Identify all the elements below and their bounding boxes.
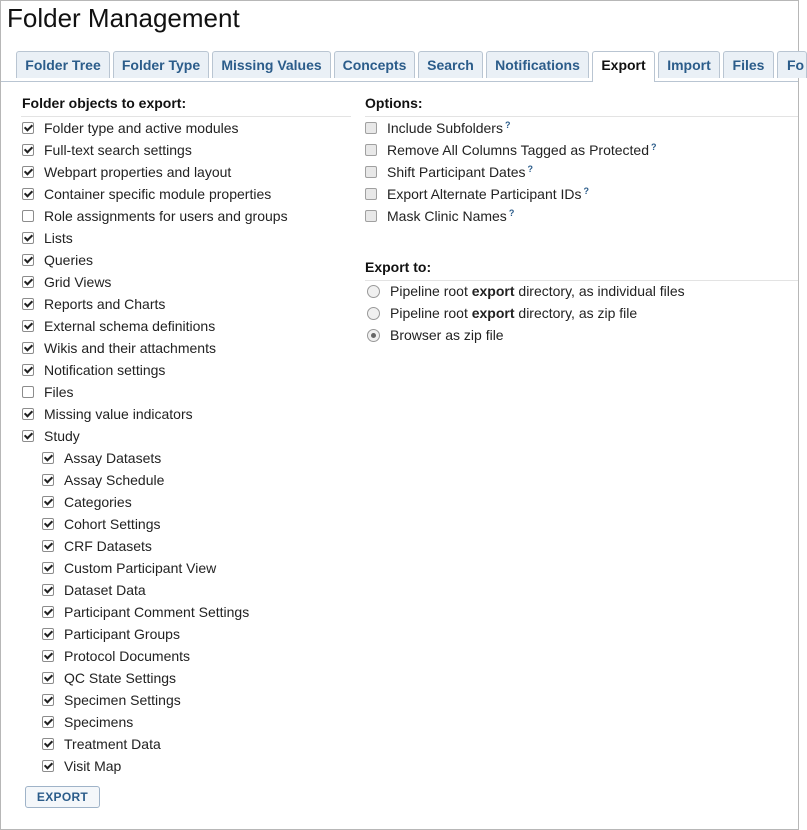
help-icon[interactable]: ?: [504, 120, 511, 130]
radio-label-bold: export: [471, 305, 515, 321]
checkbox-shift-participant-dates[interactable]: [365, 166, 377, 178]
checkbox-label: CRF Datasets: [64, 538, 152, 554]
checkbox-lists[interactable]: [22, 232, 34, 244]
checkbox-specimens[interactable]: [42, 716, 54, 728]
option-row-participant-comment-settings[interactable]: [42, 601, 249, 623]
checkbox-protocol-documents[interactable]: [42, 650, 54, 662]
checkbox-label: Notification settings: [44, 362, 166, 378]
checkbox-label: Webpart properties and layout: [44, 164, 232, 180]
option-row-cohort-settings[interactable]: [42, 513, 161, 535]
radio-label: [390, 305, 637, 321]
checkbox-label: Dataset Data: [64, 582, 146, 598]
checkbox-label: Wikis and their attachments: [44, 340, 216, 356]
option-row-webpart-properties-and-layout[interactable]: [22, 161, 231, 183]
option-row-mask-clinic-names[interactable]: [365, 205, 514, 227]
option-row-remove-all-columns-tagged-as-protected[interactable]: [365, 139, 657, 161]
radio-label-suffix: directory, as zip file: [514, 305, 638, 321]
option-row-crf-datasets[interactable]: [42, 535, 152, 557]
option-row-assay-schedule[interactable]: [42, 469, 164, 491]
option-row-participant-groups[interactable]: [42, 623, 180, 645]
checkbox-label: Lists: [44, 230, 73, 246]
checkbox-remove-all-columns-tagged-as-protected[interactable]: [365, 144, 377, 156]
tab-files[interactable]: Files: [723, 51, 774, 78]
export-destination-option[interactable]: [367, 280, 685, 302]
checkbox-label: Remove All Columns Tagged as Protected: [387, 142, 649, 158]
checkbox-cohort-settings[interactable]: [42, 518, 54, 530]
checkbox-label: Container specific module properties: [44, 186, 272, 202]
checkbox-dataset-data[interactable]: [42, 584, 54, 596]
option-row-specimen-settings[interactable]: [42, 689, 181, 711]
checkbox-label: Full-text search settings: [44, 142, 192, 158]
checkbox-study[interactable]: [22, 430, 34, 442]
checkbox-label: Categories: [64, 494, 132, 510]
checkbox-label: Participant Groups: [64, 626, 180, 642]
option-row-lists[interactable]: [22, 227, 73, 249]
checkbox-label: Assay Schedule: [64, 472, 165, 488]
checkbox-queries[interactable]: [22, 254, 34, 266]
option-row-missing-value-indicators[interactable]: [22, 403, 193, 425]
tab-concepts[interactable]: Concepts: [334, 51, 415, 78]
export-destination-option[interactable]: [367, 324, 504, 346]
checkbox-label: Study: [44, 428, 80, 444]
option-row-container-specific-module-properties[interactable]: [22, 183, 271, 205]
checkbox-label: Shift Participant Dates: [387, 164, 526, 180]
option-row-include-subfolders[interactable]: [365, 117, 510, 139]
option-row-visit-map[interactable]: [42, 755, 121, 777]
export-button[interactable]: EXPORT: [25, 786, 100, 808]
tab-folder-overflow[interactable]: Fo: [777, 51, 807, 78]
option-row-assay-datasets[interactable]: [42, 447, 161, 469]
checkbox-full-text-search-settings[interactable]: [22, 144, 34, 156]
radio-label-prefix: Pipeline root: [390, 283, 472, 299]
checkbox-files[interactable]: [22, 386, 34, 398]
checkbox-assay-schedule[interactable]: [42, 474, 54, 486]
option-row-files[interactable]: [22, 381, 74, 403]
checkbox-label: Include Subfolders: [387, 120, 503, 136]
checkbox-label: Visit Map: [64, 758, 122, 774]
option-row-folder-type-and-active-modules[interactable]: [22, 117, 239, 139]
export-destination-option[interactable]: [367, 302, 637, 324]
help-icon[interactable]: ?: [527, 164, 534, 174]
checkbox-label: Grid Views: [44, 274, 112, 290]
radio-label: [390, 283, 685, 299]
checkbox-label: Folder type and active modules: [44, 120, 239, 136]
option-row-role-assignments-for-users-and-groups[interactable]: [22, 205, 288, 227]
radio-label-prefix: Pipeline root: [390, 305, 472, 321]
checkbox-grid-views[interactable]: [22, 276, 34, 288]
radio-button[interactable]: [367, 329, 380, 342]
option-row-notification-settings[interactable]: [22, 359, 165, 381]
radio-label-prefix: Browser as zip file: [390, 327, 504, 343]
page-title: Folder Management: [7, 3, 240, 33]
radio-label-bold: export: [471, 283, 515, 299]
checkbox-label: Reports and Charts: [44, 296, 166, 312]
option-row-export-alternate-participant-ids[interactable]: [365, 183, 589, 205]
tab-folder-type[interactable]: Folder Type: [113, 51, 209, 78]
help-icon[interactable]: ?: [583, 186, 590, 196]
radio-label-suffix: directory, as individual files: [514, 283, 685, 299]
checkbox-participant-comment-settings[interactable]: [42, 606, 54, 618]
option-row-dataset-data[interactable]: [42, 579, 146, 601]
option-row-specimens[interactable]: [42, 711, 133, 733]
checkbox-label: Specimens: [64, 714, 134, 730]
tab-import[interactable]: Import: [658, 51, 720, 78]
checkbox-label: Files: [44, 384, 74, 400]
option-row-protocol-documents[interactable]: [42, 645, 190, 667]
checkbox-participant-groups[interactable]: [42, 628, 54, 640]
option-row-wikis-and-their-attachments[interactable]: [22, 337, 216, 359]
checkbox-label: Mask Clinic Names: [387, 208, 507, 224]
checkbox-categories[interactable]: [42, 496, 54, 508]
checkbox-label: Custom Participant View: [64, 560, 217, 576]
option-row-reports-and-charts[interactable]: [22, 293, 165, 315]
tab-folder-tree[interactable]: Folder Tree: [16, 51, 110, 78]
checkbox-visit-map[interactable]: [42, 760, 54, 772]
checkbox-external-schema-definitions[interactable]: [22, 320, 34, 332]
checkbox-label: Queries: [44, 252, 94, 268]
checkbox-assay-datasets[interactable]: [42, 452, 54, 464]
checkbox-label: Role assignments for users and groups: [44, 208, 288, 224]
checkbox-label: Protocol Documents: [64, 648, 191, 664]
checkbox-label: Assay Datasets: [64, 450, 162, 466]
checkbox-missing-value-indicators[interactable]: [22, 408, 34, 420]
checkbox-webpart-properties-and-layout[interactable]: [22, 166, 34, 178]
tab-export[interactable]: Export: [592, 51, 655, 82]
checkbox-reports-and-charts[interactable]: [22, 298, 34, 310]
checkbox-label: Treatment Data: [64, 736, 161, 752]
option-row-shift-participant-dates[interactable]: [365, 161, 533, 183]
option-row-categories[interactable]: [42, 491, 132, 513]
tab-notifications[interactable]: Notifications: [486, 51, 589, 78]
checkbox-mask-clinic-names[interactable]: [365, 210, 377, 222]
checkbox-label: Missing value indicators: [44, 406, 193, 422]
checkbox-role-assignments-for-users-and-groups[interactable]: [22, 210, 34, 222]
checkbox-specimen-settings[interactable]: [42, 694, 54, 706]
radio-button[interactable]: [367, 307, 380, 320]
option-row-external-schema-definitions[interactable]: [22, 315, 215, 337]
export-to-section-title: Export to:: [365, 259, 432, 275]
checkbox-container-specific-module-properties[interactable]: [22, 188, 34, 200]
option-row-full-text-search-settings[interactable]: [22, 139, 192, 161]
checkbox-label: Cohort Settings: [64, 516, 161, 532]
help-icon[interactable]: ?: [651, 142, 657, 152]
checkbox-include-subfolders[interactable]: [365, 122, 377, 134]
checkbox-label: External schema definitions: [44, 318, 216, 334]
checkbox-label: Export Alternate Participant IDs: [387, 186, 582, 202]
options-section-title: Options:: [365, 95, 423, 111]
checkbox-folder-type-and-active-modules[interactable]: [22, 122, 34, 134]
option-row-custom-participant-view[interactable]: [42, 557, 216, 579]
checkbox-treatment-data[interactable]: [42, 738, 54, 750]
option-row-grid-views[interactable]: [22, 271, 111, 293]
checkbox-export-alternate-participant-ids[interactable]: [365, 188, 377, 200]
tab-bar: [1, 51, 805, 82]
checkbox-qc-state-settings[interactable]: [42, 672, 54, 684]
radio-label: [390, 327, 504, 343]
objects-section-title: Folder objects to export:: [22, 95, 187, 111]
checkbox-notification-settings[interactable]: [22, 364, 34, 376]
checkbox-crf-datasets[interactable]: [42, 540, 54, 552]
tab-search[interactable]: Search: [418, 51, 483, 78]
option-row-study[interactable]: [22, 425, 80, 447]
checkbox-label: Participant Comment Settings: [64, 604, 250, 620]
checkbox-label: QC State Settings: [64, 670, 177, 686]
option-row-queries[interactable]: [22, 249, 93, 271]
checkbox-label: Specimen Settings: [64, 692, 181, 708]
option-row-treatment-data[interactable]: [42, 733, 161, 755]
checkbox-custom-participant-view[interactable]: [42, 562, 54, 574]
tab-missing-values[interactable]: Missing Values: [212, 51, 331, 78]
checkbox-wikis-and-their-attachments[interactable]: [22, 342, 34, 354]
radio-button[interactable]: [367, 285, 380, 298]
option-row-qc-state-settings[interactable]: [42, 667, 176, 689]
help-icon[interactable]: ?: [508, 208, 515, 218]
